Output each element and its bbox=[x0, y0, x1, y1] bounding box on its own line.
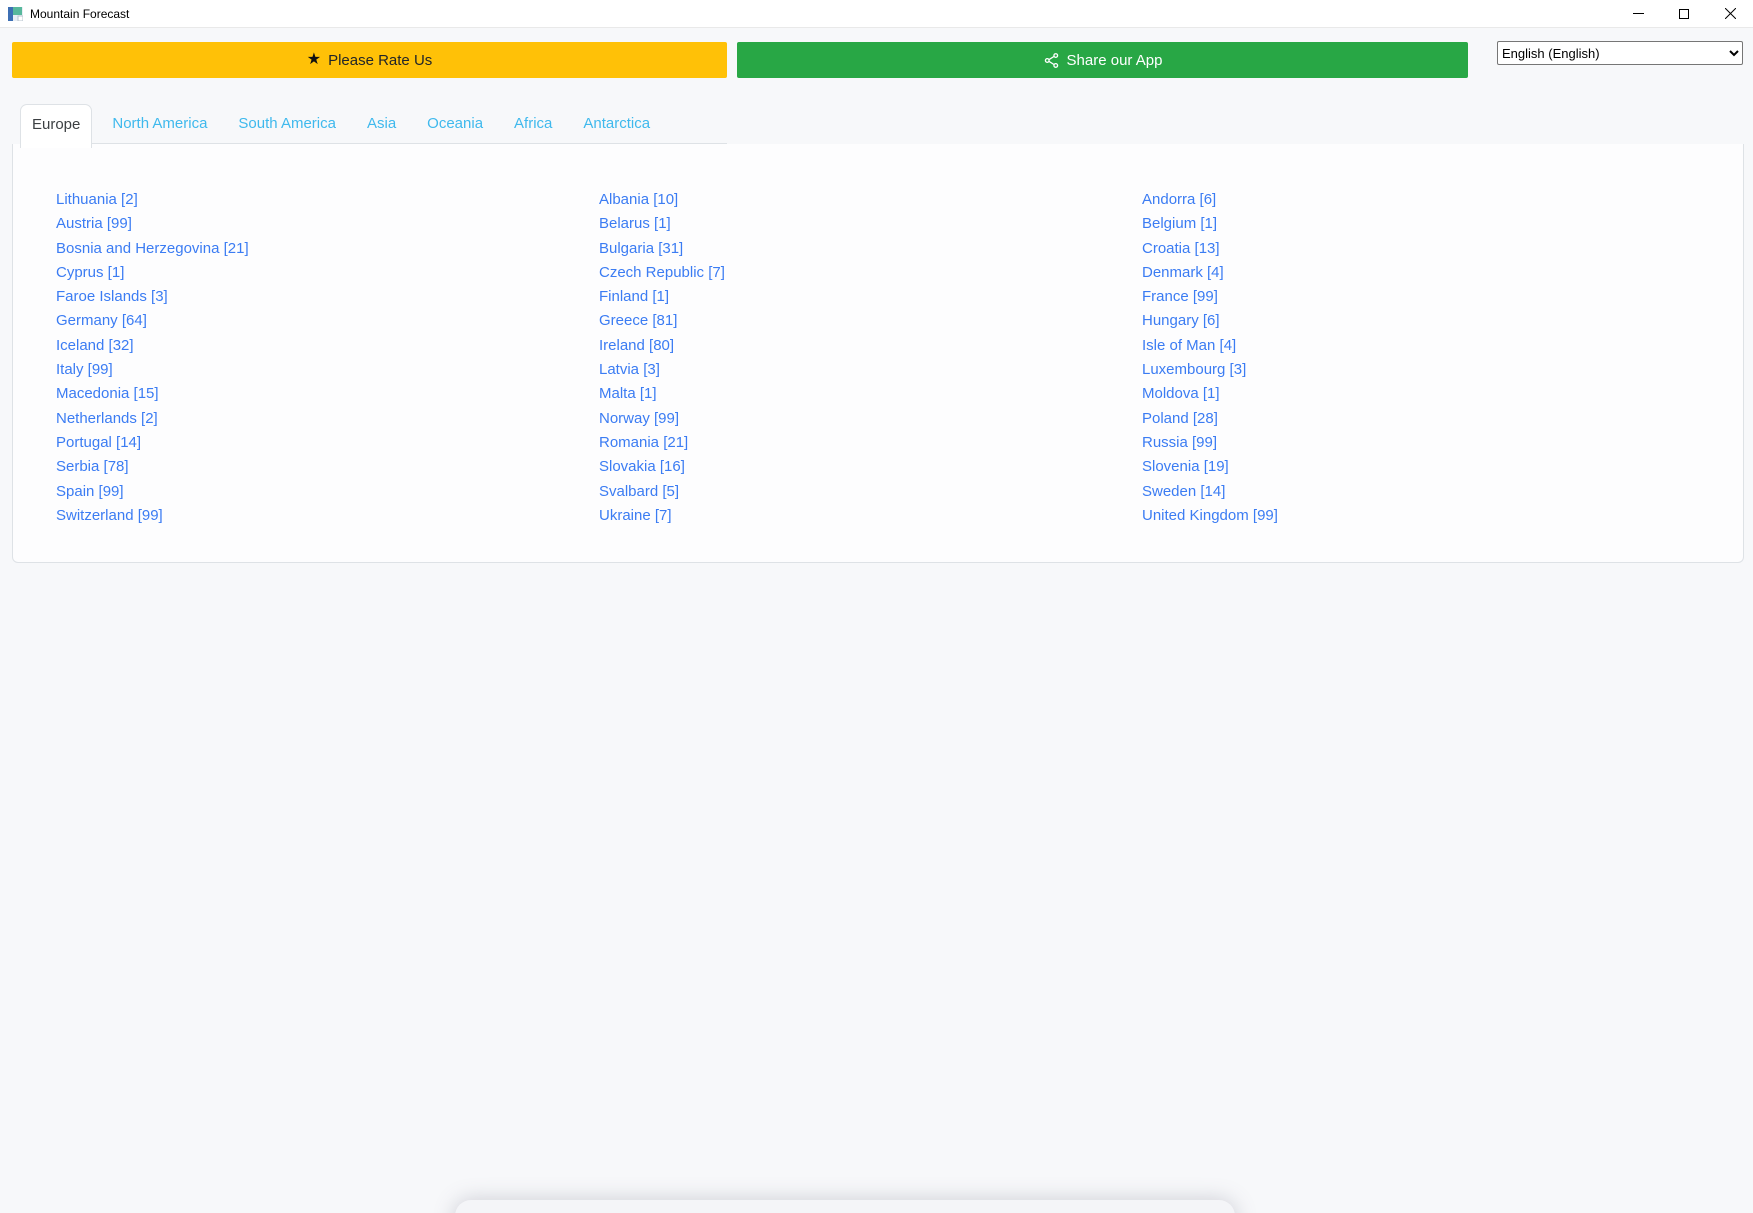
country-link[interactable]: Latvia [3] bbox=[599, 361, 660, 379]
country-link[interactable]: Ireland [80] bbox=[599, 336, 675, 354]
share-icon bbox=[1043, 52, 1060, 69]
country-link[interactable]: Netherlands [2] bbox=[56, 409, 158, 427]
country-link[interactable]: Ukraine [7] bbox=[599, 506, 672, 524]
country-link[interactable]: Andorra [6] bbox=[1142, 191, 1217, 208]
share-app-label: Share our App bbox=[1066, 51, 1163, 69]
country-link[interactable]: Serbia [78] bbox=[56, 458, 129, 476]
tab-south-america[interactable]: South America bbox=[238, 115, 336, 132]
country-link[interactable]: Finland [1] bbox=[599, 288, 670, 306]
country-link[interactable]: Belarus [1] bbox=[599, 215, 671, 233]
minimize-button[interactable] bbox=[1615, 0, 1661, 27]
country-link[interactable]: United Kingdom [99] bbox=[1142, 506, 1278, 524]
country-link[interactable]: Bulgaria [31] bbox=[599, 239, 684, 257]
country-link[interactable]: Iceland [32] bbox=[56, 336, 134, 354]
app-icon bbox=[8, 7, 23, 21]
country-link[interactable]: Greece [81] bbox=[599, 312, 678, 330]
country-link[interactable]: Austria [99] bbox=[56, 215, 132, 233]
country-link[interactable]: Bosnia and Herzegovina [21] bbox=[56, 239, 249, 257]
country-link[interactable]: Portugal [14] bbox=[56, 433, 142, 451]
country-link[interactable]: Malta [1] bbox=[599, 385, 657, 403]
country-link[interactable]: Cyprus [1] bbox=[56, 263, 125, 281]
country-link[interactable]: Spain [99] bbox=[56, 482, 124, 500]
country-link[interactable]: Germany [64] bbox=[56, 312, 147, 330]
country-link[interactable]: Albania [10] bbox=[599, 191, 679, 208]
country-link[interactable]: Russia [99] bbox=[1142, 433, 1218, 451]
country-link[interactable]: Italy [99] bbox=[56, 361, 113, 379]
country-link[interactable]: Belgium [1] bbox=[1142, 215, 1218, 233]
country-link[interactable]: Lithuania [2] bbox=[56, 191, 138, 208]
country-link[interactable]: Luxembourg [3] bbox=[1142, 361, 1247, 379]
country-link[interactable]: Slovakia [16] bbox=[599, 458, 685, 476]
rate-us-button[interactable] bbox=[12, 42, 727, 78]
country-link[interactable]: Faroe Islands [3] bbox=[56, 288, 168, 306]
country-column bbox=[599, 188, 1142, 528]
country-column bbox=[56, 188, 599, 528]
tab-antarctica[interactable]: Antarctica bbox=[583, 115, 651, 132]
country-link[interactable]: Poland [28] bbox=[1142, 409, 1218, 427]
tab-bar bbox=[20, 104, 670, 148]
country-link[interactable]: France [99] bbox=[1142, 288, 1218, 306]
window-title: Mountain Forecast bbox=[30, 6, 130, 21]
tab-africa[interactable]: Africa bbox=[514, 115, 553, 132]
country-link[interactable]: Switzerland [99] bbox=[56, 506, 163, 524]
country-link[interactable]: Norway [99] bbox=[599, 409, 680, 427]
country-link[interactable]: Denmark [4] bbox=[1142, 263, 1224, 281]
country-link[interactable]: Hungary [6] bbox=[1142, 312, 1220, 330]
language-select[interactable] bbox=[1497, 41, 1743, 65]
content-panel bbox=[12, 144, 1744, 563]
country-link[interactable]: Moldova [1] bbox=[1142, 385, 1220, 403]
close-button[interactable] bbox=[1707, 0, 1753, 27]
tab-europe[interactable]: Europe bbox=[20, 104, 92, 148]
star-icon: ★ bbox=[306, 51, 322, 68]
bottom-toast[interactable] bbox=[455, 1200, 1235, 1213]
rate-us-label: Please Rate Us bbox=[328, 51, 433, 69]
maximize-button[interactable] bbox=[1661, 0, 1707, 27]
tab-oceania[interactable]: Oceania bbox=[427, 115, 484, 132]
country-link[interactable]: Slovenia [19] bbox=[1142, 458, 1229, 476]
tab-north-america[interactable]: North America bbox=[112, 115, 208, 132]
window-controls bbox=[1615, 0, 1753, 27]
country-column bbox=[1142, 188, 1685, 528]
share-app-button[interactable] bbox=[737, 42, 1468, 78]
country-link[interactable]: Romania [21] bbox=[599, 433, 689, 451]
country-link[interactable]: Croatia [13] bbox=[1142, 239, 1220, 257]
country-link[interactable]: Macedonia [15] bbox=[56, 385, 159, 403]
country-link[interactable]: Sweden [14] bbox=[1142, 482, 1226, 500]
country-link[interactable]: Svalbard [5] bbox=[599, 482, 680, 500]
country-link[interactable]: Czech Republic [7] bbox=[599, 263, 725, 281]
title-bar bbox=[0, 0, 1753, 28]
country-grid bbox=[56, 188, 1685, 528]
country-link[interactable]: Isle of Man [4] bbox=[1142, 336, 1237, 354]
tab-asia[interactable]: Asia bbox=[366, 115, 397, 132]
